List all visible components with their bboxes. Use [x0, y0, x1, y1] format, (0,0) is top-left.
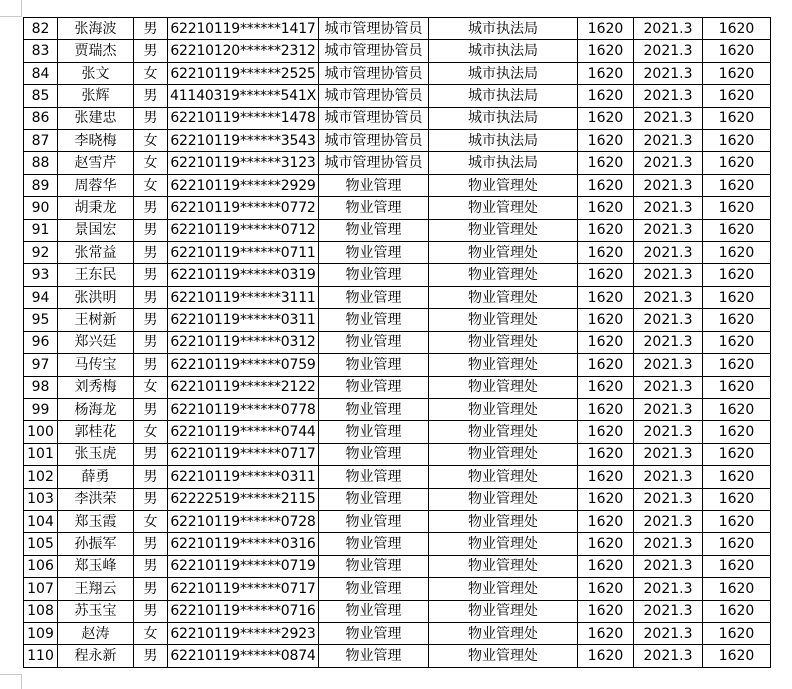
- cell-no[interactable]: 86: [24, 107, 58, 129]
- cell-department[interactable]: 物业管理处: [429, 376, 578, 398]
- cell-amount2[interactable]: 1620: [703, 354, 771, 376]
- cell-name[interactable]: 孙振军: [58, 533, 134, 555]
- cell-name[interactable]: 张文: [58, 62, 134, 84]
- gridline-stub-top-left: [0, 0, 22, 17]
- cell-amount2[interactable]: 1620: [703, 152, 771, 174]
- cell-gender[interactable]: 男: [134, 443, 168, 465]
- cell-position[interactable]: 物业管理: [319, 331, 429, 353]
- cell-department[interactable]: 物业管理处: [429, 286, 578, 308]
- cell-department[interactable]: 物业管理处: [429, 533, 578, 555]
- cell-amount2[interactable]: 1620: [703, 264, 771, 286]
- cell-amount2[interactable]: 1620: [703, 645, 771, 668]
- cell-amount2[interactable]: 1620: [703, 421, 771, 443]
- cell-no[interactable]: 105: [24, 533, 58, 555]
- cell-id-number[interactable]: 62210119******0744: [168, 421, 319, 443]
- cell-month[interactable]: 2021.3: [634, 242, 703, 264]
- cell-no[interactable]: 90: [24, 197, 58, 219]
- cell-no[interactable]: 83: [24, 40, 58, 62]
- cell-name[interactable]: 张洪明: [58, 286, 134, 308]
- cell-id-number[interactable]: 62210119******0759: [168, 354, 319, 376]
- cell-month[interactable]: 2021.3: [634, 85, 703, 107]
- cell-id-number[interactable]: 62210119******2525: [168, 62, 319, 84]
- cell-amount1[interactable]: 1620: [578, 219, 634, 241]
- cell-amount2[interactable]: 1620: [703, 533, 771, 555]
- cell-month[interactable]: 2021.3: [634, 264, 703, 286]
- cell-no[interactable]: 108: [24, 600, 58, 622]
- cell-amount2[interactable]: 1620: [703, 331, 771, 353]
- cell-amount2[interactable]: 1620: [703, 443, 771, 465]
- table-row: [24, 488, 771, 510]
- cell-no[interactable]: 85: [24, 85, 58, 107]
- cell-amount1[interactable]: 1620: [578, 40, 634, 62]
- cell-id-number[interactable]: 62210119******3543: [168, 130, 319, 152]
- cell-month[interactable]: 2021.3: [634, 376, 703, 398]
- table-row: [24, 197, 771, 219]
- cell-position[interactable]: 城市管理协管员: [319, 40, 429, 62]
- cell-amount1[interactable]: 1620: [578, 354, 634, 376]
- table-row: [24, 264, 771, 286]
- cell-position[interactable]: 城市管理协管员: [319, 107, 429, 129]
- cell-amount1[interactable]: 1620: [578, 242, 634, 264]
- cell-id-number[interactable]: 62210119******2929: [168, 174, 319, 196]
- cell-amount1[interactable]: 1620: [578, 555, 634, 577]
- cell-gender[interactable]: 男: [134, 488, 168, 510]
- cell-id-number[interactable]: 62210119******0311: [168, 309, 319, 331]
- cell-no[interactable]: 98: [24, 376, 58, 398]
- cell-no[interactable]: 96: [24, 331, 58, 353]
- cell-id-number[interactable]: 62210119******0717: [168, 578, 319, 600]
- cell-amount2[interactable]: 1620: [703, 18, 771, 40]
- cell-position[interactable]: 物业管理: [319, 510, 429, 532]
- cell-month[interactable]: 2021.3: [634, 40, 703, 62]
- cell-position[interactable]: 城市管理协管员: [319, 152, 429, 174]
- cell-department[interactable]: 物业管理处: [429, 578, 578, 600]
- cell-id-number[interactable]: 62210119******0772: [168, 197, 319, 219]
- cell-no[interactable]: 82: [24, 18, 58, 40]
- cell-month[interactable]: 2021.3: [634, 152, 703, 174]
- cell-no[interactable]: 87: [24, 130, 58, 152]
- cell-no[interactable]: 84: [24, 62, 58, 84]
- cell-amount2[interactable]: 1620: [703, 174, 771, 196]
- cell-id-number[interactable]: 62210119******1478: [168, 107, 319, 129]
- cell-department[interactable]: 物业管理处: [429, 622, 578, 644]
- cell-amount2[interactable]: 1620: [703, 376, 771, 398]
- cell-amount1[interactable]: 1620: [578, 62, 634, 84]
- cell-name[interactable]: 薛勇: [58, 466, 134, 488]
- cell-amount2[interactable]: 1620: [703, 578, 771, 600]
- cell-amount1[interactable]: 1620: [578, 174, 634, 196]
- cell-position[interactable]: 物业管理: [319, 466, 429, 488]
- cell-month[interactable]: 2021.3: [634, 510, 703, 532]
- cell-department[interactable]: 物业管理处: [429, 197, 578, 219]
- cell-department[interactable]: 物业管理处: [429, 555, 578, 577]
- cell-id-number[interactable]: 62222519******2115: [168, 488, 319, 510]
- cell-department[interactable]: 物业管理处: [429, 510, 578, 532]
- table-row: [24, 600, 771, 622]
- cell-gender[interactable]: 男: [134, 197, 168, 219]
- cell-amount1[interactable]: 1620: [578, 421, 634, 443]
- cell-amount1[interactable]: 1620: [578, 264, 634, 286]
- cell-no[interactable]: 102: [24, 466, 58, 488]
- cell-id-number[interactable]: 62210120******2312: [168, 40, 319, 62]
- cell-month[interactable]: 2021.3: [634, 578, 703, 600]
- cell-name[interactable]: 苏玉宝: [58, 600, 134, 622]
- cell-position[interactable]: 物业管理: [319, 645, 429, 668]
- cell-amount2[interactable]: 1620: [703, 197, 771, 219]
- cell-month[interactable]: 2021.3: [634, 18, 703, 40]
- cell-amount1[interactable]: 1620: [578, 331, 634, 353]
- table-row: [24, 376, 771, 398]
- cell-no[interactable]: 109: [24, 622, 58, 644]
- cell-id-number[interactable]: 62210119******0711: [168, 242, 319, 264]
- cell-position[interactable]: 城市管理协管员: [319, 18, 429, 40]
- cell-amount1[interactable]: 1620: [578, 130, 634, 152]
- cell-amount2[interactable]: 1620: [703, 62, 771, 84]
- cell-id-number[interactable]: 62210119******0312: [168, 331, 319, 353]
- cell-name[interactable]: 王树新: [58, 309, 134, 331]
- cell-gender[interactable]: 男: [134, 466, 168, 488]
- table-row: [24, 40, 771, 62]
- cell-no[interactable]: 106: [24, 555, 58, 577]
- cell-amount1[interactable]: 1620: [578, 622, 634, 644]
- cell-id-number[interactable]: 62210119******0712: [168, 219, 319, 241]
- cell-amount2[interactable]: 1620: [703, 466, 771, 488]
- cell-gender[interactable]: 女: [134, 62, 168, 84]
- cell-no[interactable]: 104: [24, 510, 58, 532]
- table-row: [24, 443, 771, 465]
- cell-amount2[interactable]: 1620: [703, 309, 771, 331]
- cell-gender[interactable]: 男: [134, 398, 168, 420]
- cell-position[interactable]: 城市管理协管员: [319, 130, 429, 152]
- roster-table: [23, 17, 771, 668]
- cell-gender[interactable]: 男: [134, 578, 168, 600]
- cell-department[interactable]: 物业管理处: [429, 354, 578, 376]
- cell-department[interactable]: 物业管理处: [429, 600, 578, 622]
- cell-id-number[interactable]: 62210119******0719: [168, 555, 319, 577]
- cell-position[interactable]: 物业管理: [319, 578, 429, 600]
- cell-position[interactable]: 城市管理协管员: [319, 85, 429, 107]
- table-row: [24, 107, 771, 129]
- cell-month[interactable]: 2021.3: [634, 421, 703, 443]
- cell-department[interactable]: 物业管理处: [429, 645, 578, 668]
- table-row: [24, 555, 771, 577]
- gridline-stub-bottom-left: [0, 674, 22, 689]
- cell-gender[interactable]: 男: [134, 286, 168, 308]
- cell-gender[interactable]: 男: [134, 645, 168, 668]
- cell-gender[interactable]: 男: [134, 219, 168, 241]
- cell-amount1[interactable]: 1620: [578, 510, 634, 532]
- cell-month[interactable]: 2021.3: [634, 398, 703, 420]
- table-row: [24, 398, 771, 420]
- cell-department[interactable]: 城市执法局: [429, 130, 578, 152]
- table-row: [24, 62, 771, 84]
- cell-name[interactable]: 杨海龙: [58, 398, 134, 420]
- cell-department[interactable]: 物业管理处: [429, 219, 578, 241]
- cell-gender[interactable]: 男: [134, 309, 168, 331]
- cell-department[interactable]: 城市执法局: [429, 18, 578, 40]
- cell-department[interactable]: 城市执法局: [429, 85, 578, 107]
- cell-department[interactable]: 物业管理处: [429, 398, 578, 420]
- cell-department[interactable]: 物业管理处: [429, 466, 578, 488]
- cell-month[interactable]: 2021.3: [634, 130, 703, 152]
- cell-name[interactable]: 胡秉龙: [58, 197, 134, 219]
- cell-month[interactable]: 2021.3: [634, 466, 703, 488]
- cell-id-number[interactable]: 62210119******0717: [168, 443, 319, 465]
- cell-no[interactable]: 100: [24, 421, 58, 443]
- cell-amount2[interactable]: 1620: [703, 107, 771, 129]
- cell-name[interactable]: 李晓梅: [58, 130, 134, 152]
- cell-name[interactable]: 张玉虎: [58, 443, 134, 465]
- cell-month[interactable]: 2021.3: [634, 443, 703, 465]
- cell-no[interactable]: 93: [24, 264, 58, 286]
- cell-month[interactable]: 2021.3: [634, 331, 703, 353]
- cell-no[interactable]: 99: [24, 398, 58, 420]
- cell-no[interactable]: 94: [24, 286, 58, 308]
- cell-month[interactable]: 2021.3: [634, 622, 703, 644]
- cell-position[interactable]: 物业管理: [319, 376, 429, 398]
- cell-gender[interactable]: 女: [134, 152, 168, 174]
- cell-position[interactable]: 物业管理: [319, 398, 429, 420]
- table-row: [24, 286, 771, 308]
- cell-amount1[interactable]: 1620: [578, 645, 634, 668]
- cell-gender[interactable]: 男: [134, 533, 168, 555]
- cell-department[interactable]: 城市执法局: [429, 40, 578, 62]
- cell-month[interactable]: 2021.3: [634, 354, 703, 376]
- cell-gender[interactable]: 男: [134, 555, 168, 577]
- cell-gender[interactable]: 女: [134, 376, 168, 398]
- cell-month[interactable]: 2021.3: [634, 62, 703, 84]
- cell-name[interactable]: 贾瑞杰: [58, 40, 134, 62]
- cell-amount2[interactable]: 1620: [703, 85, 771, 107]
- cell-department[interactable]: 物业管理处: [429, 488, 578, 510]
- table-row: [24, 85, 771, 107]
- cell-name[interactable]: 张海波: [58, 18, 134, 40]
- table-row: [24, 421, 771, 443]
- cell-department[interactable]: 城市执法局: [429, 107, 578, 129]
- cell-amount1[interactable]: 1620: [578, 488, 634, 510]
- cell-no[interactable]: 110: [24, 645, 58, 668]
- roster-body: [24, 18, 771, 668]
- cell-month[interactable]: 2021.3: [634, 600, 703, 622]
- cell-name[interactable]: 张辉: [58, 85, 134, 107]
- cell-name[interactable]: 王翔云: [58, 578, 134, 600]
- cell-position[interactable]: 物业管理: [319, 286, 429, 308]
- cell-id-number[interactable]: 62210119******2923: [168, 622, 319, 644]
- cell-name[interactable]: 王东民: [58, 264, 134, 286]
- table-row: [24, 354, 771, 376]
- cell-name[interactable]: 张建忠: [58, 107, 134, 129]
- cell-department[interactable]: 物业管理处: [429, 309, 578, 331]
- cell-amount2[interactable]: 1620: [703, 130, 771, 152]
- cell-month[interactable]: 2021.3: [634, 107, 703, 129]
- cell-gender[interactable]: 男: [134, 264, 168, 286]
- cell-amount2[interactable]: 1620: [703, 510, 771, 532]
- cell-month[interactable]: 2021.3: [634, 645, 703, 668]
- cell-position[interactable]: 物业管理: [319, 533, 429, 555]
- table-row: [24, 309, 771, 331]
- cell-amount1[interactable]: 1620: [578, 443, 634, 465]
- cell-amount2[interactable]: 1620: [703, 488, 771, 510]
- cell-gender[interactable]: 男: [134, 40, 168, 62]
- cell-gender[interactable]: 男: [134, 85, 168, 107]
- cell-position[interactable]: 物业管理: [319, 197, 429, 219]
- cell-position[interactable]: 物业管理: [319, 488, 429, 510]
- cell-department[interactable]: 物业管理处: [429, 421, 578, 443]
- cell-no[interactable]: 103: [24, 488, 58, 510]
- cell-position[interactable]: 物业管理: [319, 309, 429, 331]
- cell-name[interactable]: 郑玉峰: [58, 555, 134, 577]
- cell-month[interactable]: 2021.3: [634, 555, 703, 577]
- cell-amount1[interactable]: 1620: [578, 85, 634, 107]
- cell-amount1[interactable]: 1620: [578, 376, 634, 398]
- cell-position[interactable]: 物业管理: [319, 242, 429, 264]
- cell-amount1[interactable]: 1620: [578, 18, 634, 40]
- cell-gender[interactable]: 男: [134, 107, 168, 129]
- cell-gender[interactable]: 女: [134, 510, 168, 532]
- cell-position[interactable]: 物业管理: [319, 555, 429, 577]
- cell-month[interactable]: 2021.3: [634, 197, 703, 219]
- cell-month[interactable]: 2021.3: [634, 219, 703, 241]
- cell-department[interactable]: 物业管理处: [429, 264, 578, 286]
- cell-position[interactable]: 物业管理: [319, 354, 429, 376]
- cell-name[interactable]: 马传宝: [58, 354, 134, 376]
- cell-department[interactable]: 物业管理处: [429, 443, 578, 465]
- cell-id-number[interactable]: 41140319******541X: [168, 85, 319, 107]
- table-row: [24, 152, 771, 174]
- table-row: [24, 533, 771, 555]
- cell-id-number[interactable]: 62210119******1417: [168, 18, 319, 40]
- cell-gender[interactable]: 女: [134, 421, 168, 443]
- cell-amount2[interactable]: 1620: [703, 219, 771, 241]
- cell-id-number[interactable]: 62210119******2122: [168, 376, 319, 398]
- cell-month[interactable]: 2021.3: [634, 309, 703, 331]
- cell-amount1[interactable]: 1620: [578, 398, 634, 420]
- cell-position[interactable]: 城市管理协管员: [319, 62, 429, 84]
- cell-name[interactable]: 刘秀梅: [58, 376, 134, 398]
- cell-amount1[interactable]: 1620: [578, 533, 634, 555]
- cell-department[interactable]: 物业管理处: [429, 331, 578, 353]
- cell-department[interactable]: 物业管理处: [429, 242, 578, 264]
- cell-month[interactable]: 2021.3: [634, 174, 703, 196]
- cell-id-number[interactable]: 62210119******0311: [168, 466, 319, 488]
- cell-month[interactable]: 2021.3: [634, 488, 703, 510]
- cell-department[interactable]: 物业管理处: [429, 174, 578, 196]
- table-row: [24, 578, 771, 600]
- cell-amount2[interactable]: 1620: [703, 242, 771, 264]
- cell-name[interactable]: 李洪荣: [58, 488, 134, 510]
- cell-amount1[interactable]: 1620: [578, 466, 634, 488]
- cell-gender[interactable]: 男: [134, 331, 168, 353]
- cell-position[interactable]: 物业管理: [319, 600, 429, 622]
- cell-amount2[interactable]: 1620: [703, 286, 771, 308]
- cell-amount2[interactable]: 1620: [703, 40, 771, 62]
- cell-amount1[interactable]: 1620: [578, 600, 634, 622]
- cell-no[interactable]: 101: [24, 443, 58, 465]
- cell-name[interactable]: 赵雪芹: [58, 152, 134, 174]
- cell-name[interactable]: 景国宏: [58, 219, 134, 241]
- cell-position[interactable]: 物业管理: [319, 421, 429, 443]
- cell-gender[interactable]: 女: [134, 622, 168, 644]
- cell-no[interactable]: 91: [24, 219, 58, 241]
- cell-id-number[interactable]: 62210119******0316: [168, 533, 319, 555]
- cell-amount2[interactable]: 1620: [703, 600, 771, 622]
- cell-no[interactable]: 97: [24, 354, 58, 376]
- cell-name[interactable]: 郑兴廷: [58, 331, 134, 353]
- cell-id-number[interactable]: 62210119******3111: [168, 286, 319, 308]
- table-row: [24, 331, 771, 353]
- table-row: [24, 174, 771, 196]
- table-row: [24, 622, 771, 644]
- cell-department[interactable]: 城市执法局: [429, 62, 578, 84]
- cell-no[interactable]: 95: [24, 309, 58, 331]
- cell-amount1[interactable]: 1620: [578, 309, 634, 331]
- cell-amount1[interactable]: 1620: [578, 107, 634, 129]
- cell-name[interactable]: 郭桂花: [58, 421, 134, 443]
- cell-gender[interactable]: 男: [134, 600, 168, 622]
- table-row: [24, 645, 771, 668]
- cell-gender[interactable]: 男: [134, 354, 168, 376]
- cell-position[interactable]: 物业管理: [319, 219, 429, 241]
- table-row: [24, 466, 771, 488]
- cell-month[interactable]: 2021.3: [634, 286, 703, 308]
- cell-name[interactable]: 赵涛: [58, 622, 134, 644]
- cell-id-number[interactable]: 62210119******0319: [168, 264, 319, 286]
- cell-amount2[interactable]: 1620: [703, 555, 771, 577]
- table-row: [24, 242, 771, 264]
- cell-id-number[interactable]: 62210119******0728: [168, 510, 319, 532]
- cell-gender[interactable]: 男: [134, 18, 168, 40]
- cell-id-number[interactable]: 62210119******0778: [168, 398, 319, 420]
- cell-name[interactable]: 程永新: [58, 645, 134, 668]
- cell-gender[interactable]: 女: [134, 174, 168, 196]
- cell-department[interactable]: 城市执法局: [429, 152, 578, 174]
- cell-position[interactable]: 物业管理: [319, 264, 429, 286]
- cell-id-number[interactable]: 62210119******3123: [168, 152, 319, 174]
- cell-amount1[interactable]: 1620: [578, 578, 634, 600]
- cell-amount2[interactable]: 1620: [703, 398, 771, 420]
- table-row: [24, 219, 771, 241]
- cell-name[interactable]: 张常益: [58, 242, 134, 264]
- cell-no[interactable]: 88: [24, 152, 58, 174]
- cell-no[interactable]: 92: [24, 242, 58, 264]
- cell-position[interactable]: 物业管理: [319, 174, 429, 196]
- cell-amount1[interactable]: 1620: [578, 152, 634, 174]
- cell-position[interactable]: 物业管理: [319, 622, 429, 644]
- cell-gender[interactable]: 男: [134, 242, 168, 264]
- cell-position[interactable]: 物业管理: [319, 443, 429, 465]
- cell-amount2[interactable]: 1620: [703, 622, 771, 644]
- cell-id-number[interactable]: 62210119******0874: [168, 645, 319, 668]
- cell-no[interactable]: 107: [24, 578, 58, 600]
- cell-gender[interactable]: 女: [134, 130, 168, 152]
- cell-name[interactable]: 周蓉华: [58, 174, 134, 196]
- cell-amount1[interactable]: 1620: [578, 286, 634, 308]
- cell-id-number[interactable]: 62210119******0716: [168, 600, 319, 622]
- cell-amount1[interactable]: 1620: [578, 197, 634, 219]
- table-row: [24, 510, 771, 532]
- cell-month[interactable]: 2021.3: [634, 533, 703, 555]
- cell-no[interactable]: 89: [24, 174, 58, 196]
- cell-name[interactable]: 郑玉霞: [58, 510, 134, 532]
- table-row: [24, 130, 771, 152]
- table-row: [24, 18, 771, 40]
